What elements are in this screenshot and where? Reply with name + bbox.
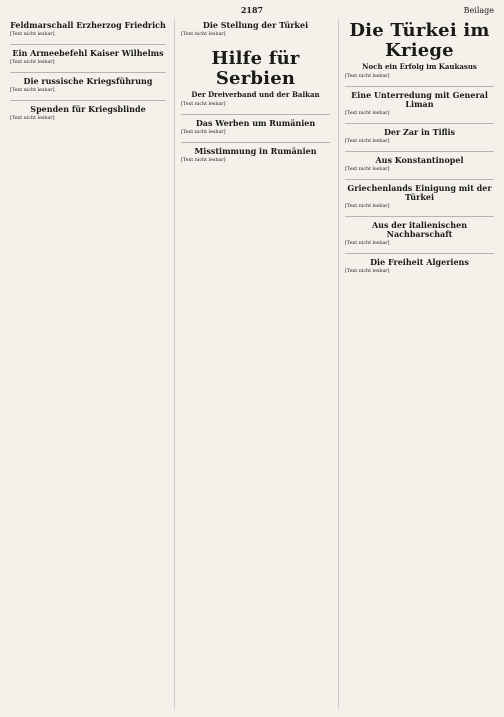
article-werben-um-rumaenien: [181, 119, 330, 136]
column-separator: [345, 123, 494, 124]
article-hilfe-fuer-serbien: [181, 49, 330, 108]
article-unterredung-liman: [345, 91, 494, 117]
article-zar-in-tiflis: [345, 128, 494, 145]
article-subtitle: Noch ein Erfolg im Kaukasus: [362, 62, 477, 71]
article-body: [Text nicht lesbar]: [181, 158, 226, 163]
article-title: Die russische Kriegsführung: [23, 76, 153, 86]
article-body: [Text nicht lesbar]: [345, 111, 390, 116]
article-tuerkei-im-kriege: [345, 21, 494, 80]
article-feldmarschall: [10, 21, 166, 38]
column-separator: [181, 114, 330, 115]
page-header: [10, 6, 494, 15]
article-columns: [10, 19, 494, 709]
article-title: Die Stellung der Türkei: [202, 20, 309, 30]
article-title: Der Zar in Tiflis: [383, 127, 456, 137]
article-subtitle: Der Dreiverband und der Balkan: [191, 90, 320, 99]
article-konstantinopel: [345, 156, 494, 173]
article-title: Die Türkei im Kriege: [349, 20, 490, 61]
article-body: [Text nicht lesbar]: [10, 60, 55, 65]
article-body: [Text nicht lesbar]: [345, 74, 390, 79]
article-body: [Text nicht lesbar]: [10, 32, 55, 37]
article-title: Eine Unterredung mit General Liman: [351, 90, 488, 109]
article-griechenland: [345, 184, 494, 210]
article-body: [Text nicht lesbar]: [345, 167, 390, 172]
column-separator: [345, 179, 494, 180]
article-title: Griechenlands Einigung mit der Türkei: [347, 183, 492, 202]
column-separator: [345, 253, 494, 254]
article-russische-kriegsfuehrung: [10, 77, 166, 94]
left-column: [10, 19, 166, 709]
article-body: [Text nicht lesbar]: [181, 102, 226, 107]
center-column: [174, 19, 330, 709]
spacer: [181, 44, 330, 47]
column-separator: [181, 142, 330, 143]
article-body: [Text nicht lesbar]: [10, 116, 55, 121]
column-separator: [10, 44, 166, 45]
column-separator: [345, 216, 494, 217]
article-title: Feldmarschall Erzherzog Friedrich: [10, 20, 166, 30]
article-italien: [345, 221, 494, 247]
article-title: Hilfe für Serbien: [211, 48, 300, 89]
article-title: Aus Konstantinopel: [375, 155, 464, 165]
article-title: Spenden für Kriegsblinde: [30, 104, 146, 114]
article-spenden: [10, 105, 166, 122]
column-separator: [345, 151, 494, 152]
column-separator: [10, 100, 166, 101]
page-number: 2187: [240, 5, 264, 15]
article-title: Das Werben um Rumänien: [195, 118, 316, 128]
article-armeebefehl: [10, 49, 166, 66]
article-body: [Text nicht lesbar]: [345, 204, 390, 209]
article-title: Ein Armeebefehl Kaiser Wilhelms: [12, 48, 164, 58]
article-body: [Text nicht lesbar]: [181, 130, 226, 135]
article-title: Aus der italienischen Nachbarschaft: [371, 220, 468, 239]
article-title: Die Freiheit Algeriens: [370, 257, 469, 267]
page-top-right: Beilage: [463, 6, 494, 15]
article-body: [Text nicht lesbar]: [181, 32, 226, 37]
right-column: [338, 19, 494, 709]
article-title: Misstimmung in Rumänien: [194, 146, 317, 156]
article-algerien: [345, 258, 494, 275]
article-body: [Text nicht lesbar]: [10, 88, 55, 93]
article-tuerkei-stellung: [181, 21, 330, 38]
article-body: [Text nicht lesbar]: [345, 139, 390, 144]
column-separator: [345, 86, 494, 87]
article-misstimmung: [181, 147, 330, 164]
article-body: [Text nicht lesbar]: [345, 241, 390, 246]
column-separator: [10, 72, 166, 73]
article-body: [Text nicht lesbar]: [345, 269, 390, 274]
